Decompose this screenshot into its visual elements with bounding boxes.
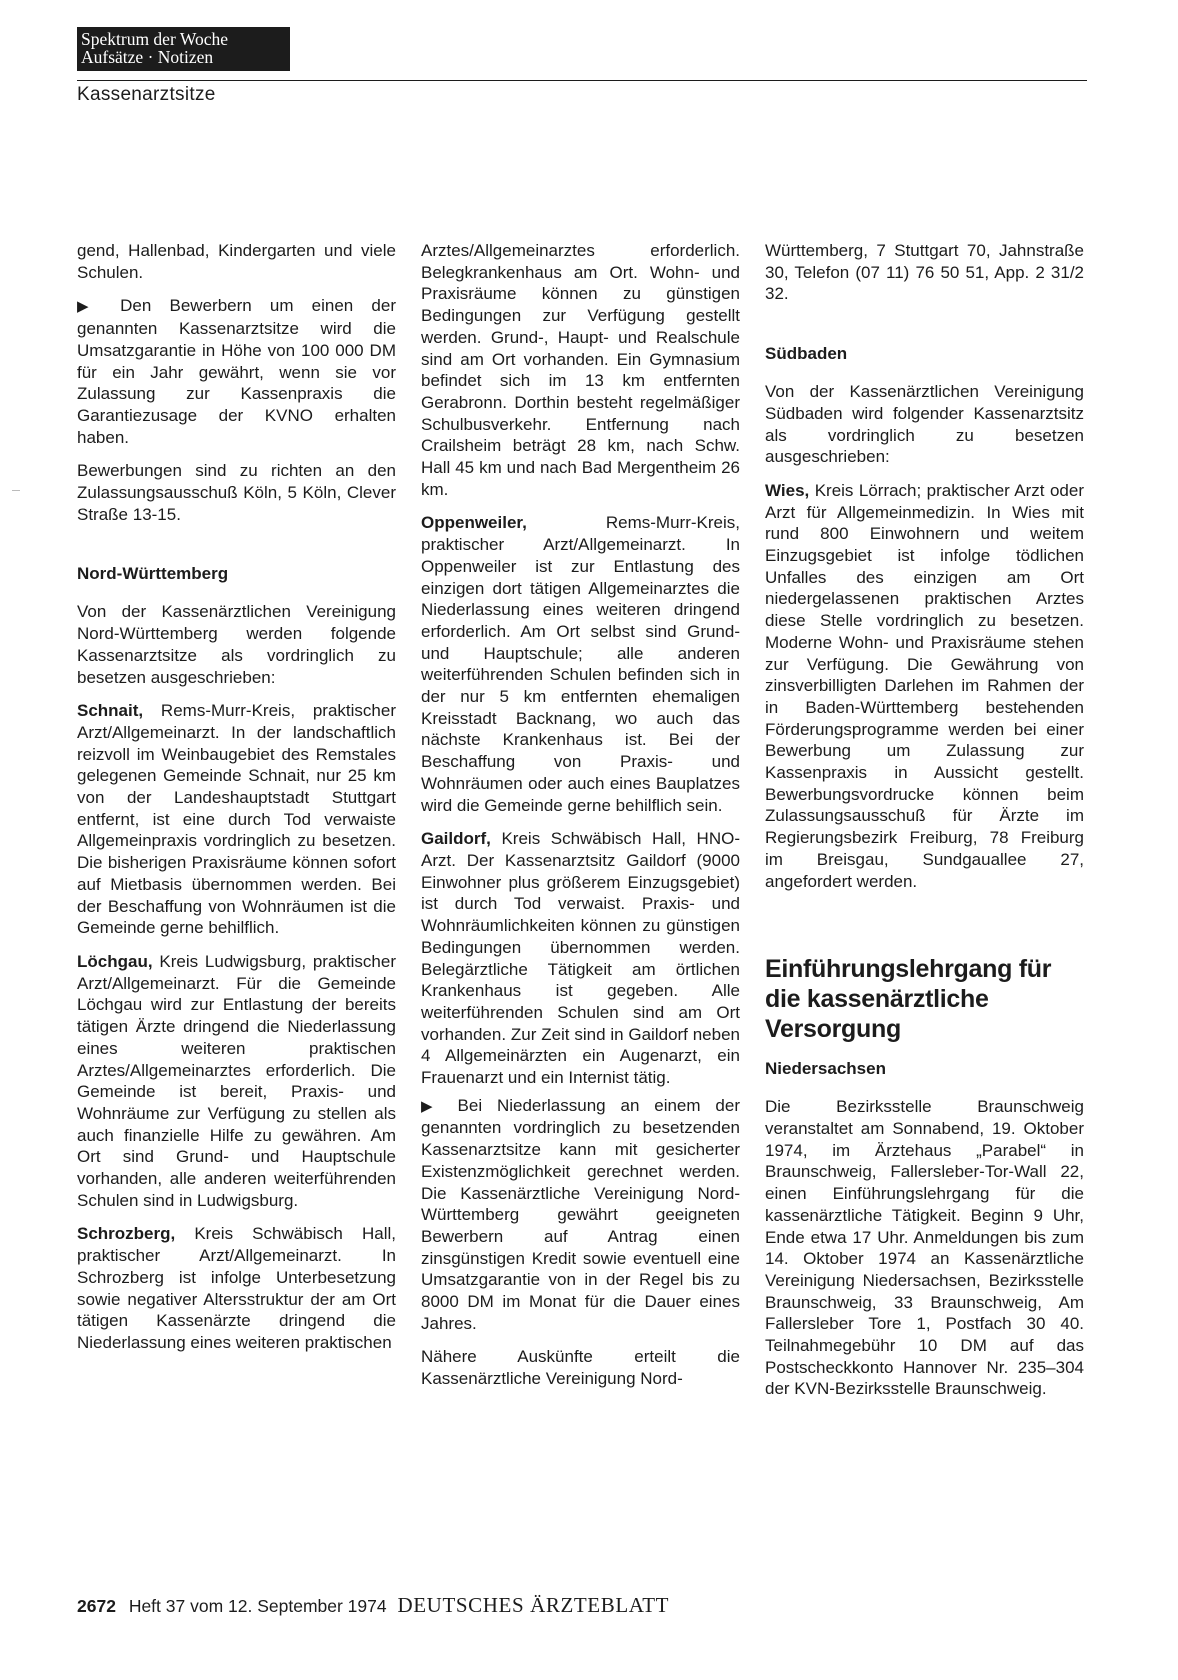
listing-oppenweiler [421, 512, 740, 816]
column-1 [77, 240, 396, 1366]
paragraph-text: Bei Niederlassung an einem der genannten vordringlich zu besetzenden Kassenarztsitze kann mit gesicherter Existenzmöglichkeit gerechnet werden. Die Kassenärztliche Vereinigung Nord-Württemberg gewährt geeigneten Bewerbern auf Antrag einen zinsgünstigen Kredit sowie eventuell eine Umsatzgarantie von in der Regel bis zu 8000 DM im Monat für die Dauer eines Jahres. [421, 1095, 740, 1333]
paragraph [77, 295, 396, 448]
listing-schnait [77, 700, 396, 939]
section-heading-nord-wuerttemberg: Nord-Württemberg [77, 564, 229, 584]
issue-info: Heft 37 vom 12. September 1974 [128, 1596, 387, 1616]
listing-wies [765, 480, 1084, 892]
listing-text: Kreis Schwäbisch Hall, HNO-Arzt. Der Kassenarztsitz Gaildorf (9000 Einwohner plus größerem Einzugsgebiet) ist durch Tod verwaist. Praxis- und Wohnräumlichkeiten können zu günstigen Bedingungen übernommen werden. Belegärztliche Tätigkeit am örtlichen Krankenhaus ist gegeben. Alle weiterführenden Schulen sind am Ort vorhanden. Zur Zeit sind in Gaildorf neben 4 Allgemeinärzten ein Augenarzt, ein Frauenarzt und ein Internist tätig. [421, 829, 740, 1088]
section-label-line-1: Spektrum der Woche [81, 29, 228, 49]
paragraph [421, 1095, 740, 1335]
paragraph: Nähere Auskünfte erteilt die Kassenärztliche Vereinigung Nord- [421, 1347, 740, 1389]
listing-loechgau [77, 951, 396, 1211]
listing-text: Rems-Murr-Kreis, praktischer Arzt/Allgemeinarzt. In Oppenweiler ist zur Entlastung des einzigen dort tätigen Allgemeinarztes die Niederlassung eines weiteren dringend erforderlich. Am Ort selbst sind Grund- und Hauptschule; alle anderen weiterführenden Schulen befinden sich in der nur 5 km entfernten ehemaligen Kreisstadt Backnang, wo auch das nächste Krankenhaus ist. Bei der Beschaffung von Praxis- und Wohnräumen oder auch eines Bauplatzes wird die Gemeinde gerne behilflich sein. [421, 513, 740, 815]
listing-text: Rems-Murr-Kreis, praktischer Arzt/Allgemeinarzt. In der landschaftlich reizvoll im Weinbaugebiet des Remstales gelegenen Gemeinde Schnait, nur 25 km von der Landeshauptstadt Stuttgart entfernt, ist eine durch Tod verwaiste Allgemeinpraxis vordringlich zu besetzen. Die bisherigen Praxisräume können sofort auf Mietbasis übernommen werden. Bei der Beschaffung von Wohnräumen ist die Gemeinde gerne behilflich. [77, 701, 396, 938]
arrow-icon: ▶ [421, 1097, 443, 1115]
section-label-line-2: Aufsätze · Notizen [81, 47, 214, 67]
page-footer [77, 1593, 669, 1618]
margin-mark [12, 490, 20, 491]
paragraph-text: Den Bewerbern um einen der genannten Kassenarztsitze wird die Umsatzgarantie in Höhe von 100 000 DM für ein Jahr gewährt, wenn sie vor Zulassung zur Kassenpraxis die Garantiezusage der KVNO erhalten haben. [77, 296, 396, 447]
column-2 [421, 240, 740, 1402]
listing-text: Kreis Lörrach; praktischer Arzt oder Arzt für Allgemeinmedizin. In Wies mit rund 800 Einwohnern und weitem Einzugsgebiet ist infolge tödlichen Unfalles des einzigen am Ort niedergelassenen praktischen Arztes diese Stelle vordringlich zu besetzen. Moderne Wohn- und Praxisräume stehen zur Verfügung. Die Gewährung von zinsverbilligten Darlehen im Rahmen der in Baden-Württemberg bestehenden Förderungsprogramme werden bei einer Bewerbung um Zulassung zur Kassenpraxis in Aussicht gestellt. Bewerbungsvordrucke können beim Zulassungsausschuß für Ärzte im Regierungsbezirk Freiburg, 78 Freiburg im Breisgau, Sundgauallee 27, angefordert werden. [765, 480, 1084, 891]
running-title: Kassenarztsitze [77, 84, 216, 105]
listing-schrozberg [77, 1223, 396, 1353]
journal-name: DEUTSCHES ÄRZTEBLATT [397, 1593, 670, 1617]
article-headline: Einführungslehrgang für die kassenärztliche Versorgung [765, 955, 1052, 1044]
paragraph: Die Bezirksstelle Braunschweig veranstaltet am Sonnabend, 19. Oktober 1974, im Ärztehaus „Parabel“ in Braunschweig, Fallersleber-Tor-Wall 22, einen Einführungslehrgang für die kassenärztliche Tätigkeit. Beginn 9 Uhr, Ende etwa 17 Uhr. Anmeldungen bis zum 14. Oktober 1974 an Kassenärztliche Vereinigung Niedersachsen, Bezirksstelle Braunschweig, 33 Braunschweig, Am Fallersleber Tore 1, Postfach 30 40. Teilnahmegebühr 10 DM auf das Postscheckkonto Hannover Nr. 235–304 der KVN-Bezirksstelle Braunschweig. [765, 1097, 1084, 1399]
paragraph: Arztes/Allgemeinarztes erforderlich. Belegkrankenhaus am Ort. Wohn- und Praxisräume können zu günstigen Bedingungen zur Verfügung gestellt werden. Grund-, Haupt- und Realschule sind am Ort vorhanden. Ein Gymnasium befindet sich im 13 km entfernten Gerabronn. Dorthin besteht regelmäßiger Schulbusverkehr. Entfernung nach Crailsheim beträgt 28 km, nach Schw. Hall 45 km und nach Bad Mergentheim 26 km. [421, 241, 740, 499]
listing-gaildorf [421, 828, 740, 1088]
listing-location: Löchgau, [77, 951, 153, 971]
listing-location: Oppenweiler, [421, 513, 527, 533]
listing-text: Kreis Ludwigsburg, praktischer Arzt/Allgemeinarzt. Für die Gemeinde Löchgau wird zur Entlastung der bereits tätigen Ärzte dringend die Niederlassung eines weiteren praktischen Arztes/Allgemeinarztes erforderlich. Die Gemeinde ist bereit, Praxis- und Wohnräume zur Verfügung zu stellen als auch finanzielle Hilfe zu gewähren. Am Ort sind Grund- und Hauptschule vorhanden, alle anderen weiterführenden Schulen sind in Ludwigsburg. [77, 951, 396, 1210]
header-rule [77, 80, 1087, 81]
section-heading-niedersachsen: Niedersachsen [765, 1059, 886, 1079]
column-3 [765, 240, 1084, 1412]
section-label [77, 27, 290, 71]
listing-location: Gaildorf, [421, 829, 491, 849]
paragraph: Von der Kassenärztlichen Vereinigung Südbaden wird folgender Kassenarztsitz als vordringlich zu besetzen ausgeschrieben: [765, 382, 1084, 467]
section-heading-suedbaden: Südbaden [765, 344, 848, 364]
listing-location: Wies, [765, 480, 810, 500]
page-number: 2672 [77, 1596, 116, 1616]
listing-location: Schnait, [77, 701, 144, 721]
listing-text: Kreis Schwäbisch Hall, praktischer Arzt/Allgemeinarzt. In Schrozberg ist infolge Unterbesetzung sowie negativer Altersstruktur der am Ort tätigen Kassenärzte dringend die Niederlassung eines weiteren praktischen [77, 1224, 396, 1352]
paragraph: gend, Hallenbad, Kindergarten und viele Schulen. [77, 241, 396, 282]
arrow-icon: ▶ [77, 298, 102, 316]
paragraph: Von der Kassenärztlichen Vereinigung Nord-Württemberg werden folgende Kassenarztsitze als vordringlich zu besetzen ausgeschrieben: [77, 602, 396, 687]
paragraph: Württemberg, 7 Stuttgart 70, Jahnstraße 30, Telefon (07 11) 76 50 51, App. 2 31/2 32. [765, 241, 1084, 304]
paragraph: Bewerbungen sind zu richten an den Zulassungsausschuß Köln, 5 Köln, Clever Straße 13-15. [77, 461, 396, 524]
listing-location: Schrozberg, [77, 1224, 176, 1244]
